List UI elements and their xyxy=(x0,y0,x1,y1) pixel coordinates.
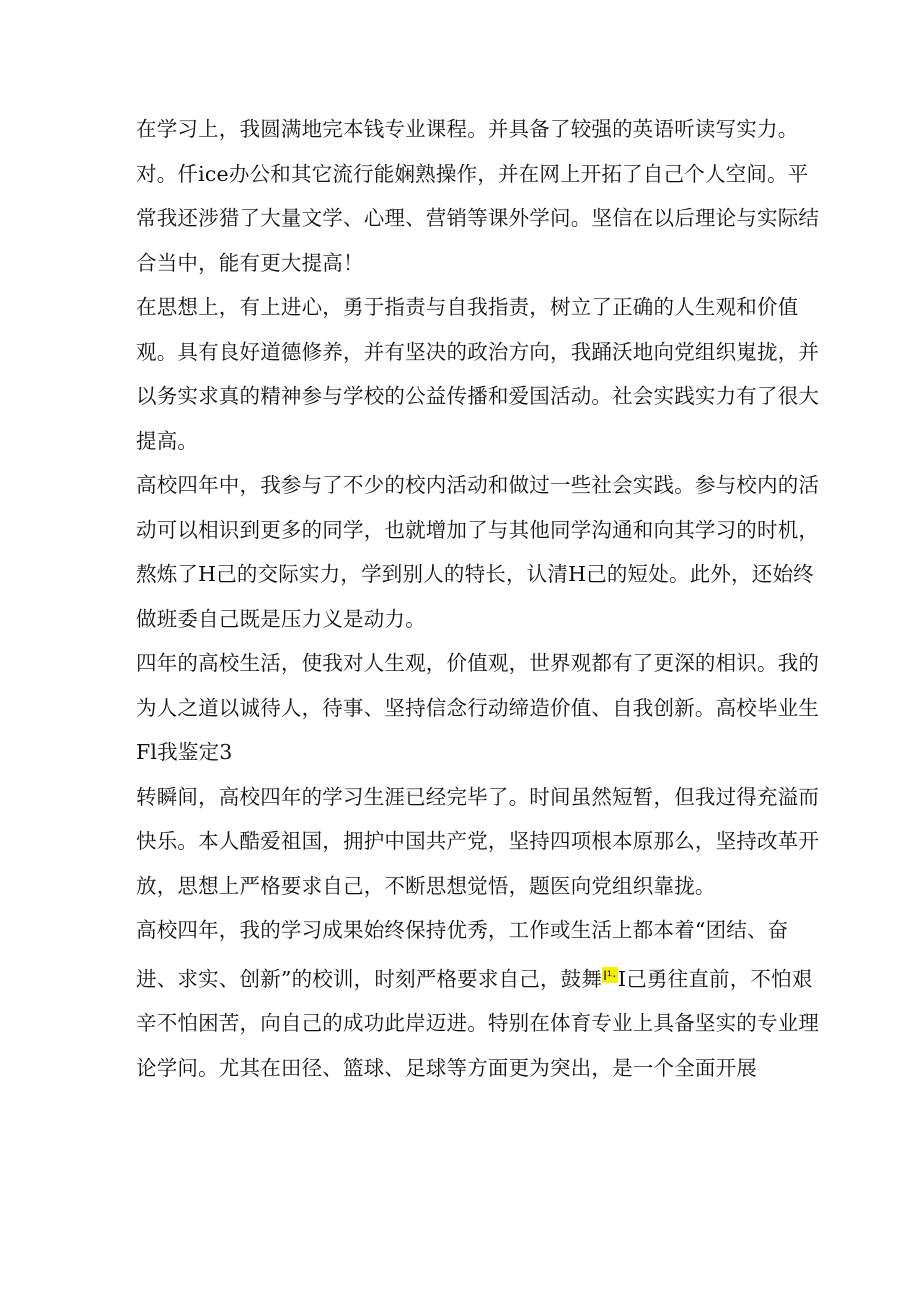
paragraph-achievements-before: 高校四年，我的学习成果始终保持优秀，工作或生活上都本着“团结、奋进、求实、创新”的校训，时刻严格要求自己，鼓舞 xyxy=(136,918,789,991)
paragraph-graduation: 转瞬间，高校四年的学习生涯已经完毕了。时间虽然短暂，但我过得充溢而快乐。本人酷爱祖国，拥护中国共产党，坚持四项根本原那么，坚持改革开放，思想上严格要求自己，不断思想觉悟，题医向党组织靠拢。 xyxy=(136,784,820,898)
paragraph-thought: 在思想上，有上进心，勇于指责与自我指责，树立了正确的人生观和价值观。具有良好道德修养，并有坚决的政治方向，我踊沃地向党组织嵬拢，并以务实求真的精神参与学校的公益传播和爱国活动。社会实践实力有了很大提高。 xyxy=(136,295,820,453)
paragraph-achievements-after: I己勇往直前，不怕艰辛不怕困苦，向自己的成功此岸迈进。特别在体育专业上具备坚实的专业理论学问。尤其在田径、篮球、足球等方面更为突出，是一个全面开展 xyxy=(136,966,820,1080)
paragraph-achievements xyxy=(136,908,820,1090)
highlighted-text: I¹· xyxy=(603,966,617,983)
paragraph-activities: 高校四年中，我参与了不少的校内活动和做过一些社会实践。参与校内的活动可以相识到更多的同学，也就增加了与其他同学沟通和向其学习的时机，熬炼了H己的交际实力，学到别人的特长，认清H己的短处。此外，还始终做班委自己既是压力义是动力。 xyxy=(136,473,820,631)
paragraph-study: 在学习上，我圆满地完本钱专业课程。并具备了较强的英语听读写实力。对。仟ice办公和其它流行能娴熟操作，并在网上开拓了自己个人空间。平常我还涉猎了大量文学、心理、营销等课外学问。坚信在以后理论与实际结合当中，能有更大提高！ xyxy=(136,117,820,275)
paragraph-university-life: 四年的高校生活，使我对人生观，价值观，世界观都有了更深的相识。我的为人之道以诚待人，待事、坚持信念行动缔造价值、自我创新。高校毕业生Fl我鉴定3 xyxy=(136,651,820,764)
